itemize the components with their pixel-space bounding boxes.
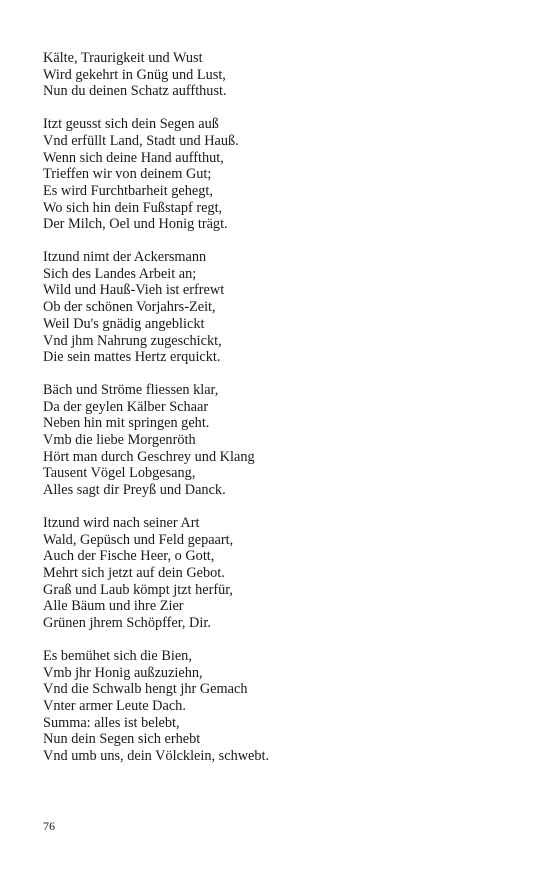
poem-line: Itzt geusst sich dein Segen auß (43, 116, 219, 133)
poem-line: Vnd jhm Nahrung zugeschickt, (43, 332, 222, 349)
stanza (43, 648, 523, 765)
poem-line: Nun dein Segen sich erhebt (43, 731, 201, 748)
poem-line: Bäch und Ströme fliessen klar, (43, 381, 219, 398)
poem-line: Summa: alles ist belebt, (43, 714, 180, 731)
poem-line: Auch der Fische Heer, o Gott, (43, 548, 215, 565)
poem-line: Hört man durch Geschrey und Klang (43, 448, 255, 465)
poem-line: Wenn sich deine Hand auffthut, (43, 149, 224, 166)
stanza (43, 249, 523, 366)
poem-line: Itzund wird nach seiner Art (43, 514, 200, 531)
poem-line: Tausent Vögel Lobgesang, (43, 465, 196, 482)
poem-line: Wild und Hauß-Vieh ist erfrewt (43, 282, 225, 299)
poem-line: Alles sagt dir Preyß und Danck. (43, 482, 226, 499)
page-number: 76 (43, 819, 55, 833)
poem-line: Es wird Furchtbarheit gehegt, (43, 182, 213, 199)
poem-line: Es bemühet sich die Bien, (43, 647, 192, 664)
poem-line: Nun du deinen Schatz auffthust. (43, 83, 227, 100)
poem-line: Grünen jhrem Schöpffer, Dir. (43, 615, 211, 632)
poem-line: Vnter armer Leute Dach. (43, 697, 186, 714)
poem-line: Ob der schönen Vorjahrs-Zeit, (43, 299, 216, 316)
poem-line: Itzund nimt der Ackersmann (43, 249, 207, 266)
poem-line: Sich des Landes Arbeit an; (43, 265, 197, 282)
stanza (43, 382, 523, 499)
poem-line: Wald, Gepüsch und Feld gepaart, (43, 531, 234, 548)
poem-line: Trieffen wir von deinem Gut; (43, 166, 212, 183)
poem-line: Kälte, Traurigkeit und Wust (43, 50, 203, 66)
poem-line: Weil Du's gnädig angeblickt (43, 315, 205, 332)
poem-line: Graß und Laub kömpt jtzt herfür, (43, 581, 233, 598)
poem-line: Mehrt sich jetzt auf dein Gebot. (43, 564, 225, 581)
poem-line: Vmb die liebe Morgenröth (43, 432, 196, 449)
poem-line: Vnd erfüllt Land, Stadt und Hauß. (43, 132, 239, 149)
stanza (43, 50, 523, 100)
poem-line: Neben hin mit springen geht. (43, 415, 210, 432)
poem-line: Vnd die Schwalb hengt jhr Gemach (43, 681, 248, 698)
poem-line: Alle Bäum und ihre Zier (43, 598, 184, 615)
stanza (43, 116, 523, 233)
poem-line: Wo sich hin dein Fußstapf regt, (43, 199, 223, 216)
poem (43, 50, 523, 781)
poem-line: Wird gekehrt in Gnüg und Lust, (43, 66, 226, 83)
poem-line: Vmb jhr Honig außzuziehn, (43, 664, 203, 681)
stanza (43, 515, 523, 632)
poem-line: Da der geylen Kälber Schaar (43, 398, 209, 415)
poem-line: Die sein mattes Hertz erquickt. (43, 349, 221, 366)
poem-line: Der Milch, Oel und Honig trägt. (43, 216, 228, 233)
poem-line: Vnd umb uns, dein Völcklein, schwebt. (43, 748, 270, 765)
